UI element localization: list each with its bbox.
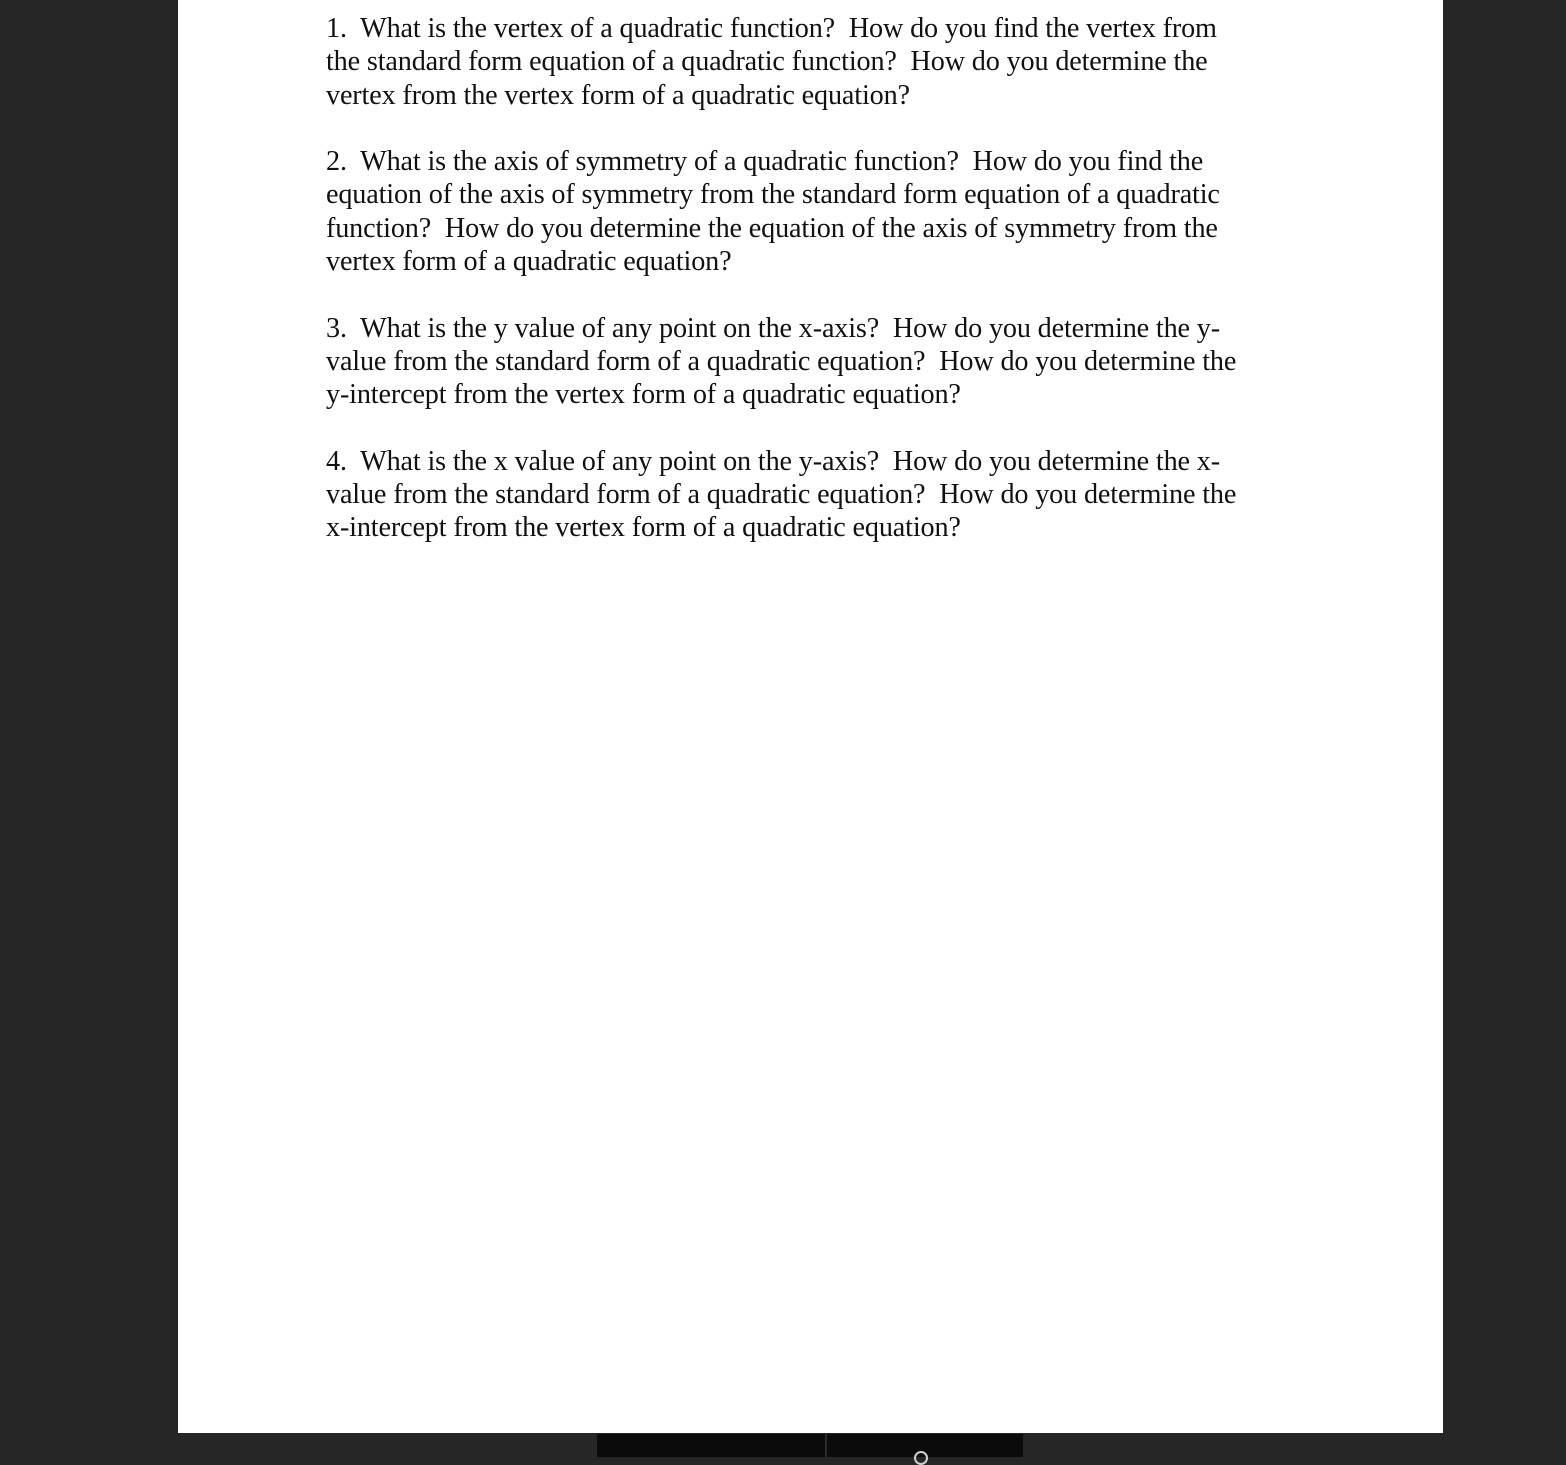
question-number: 2. bbox=[326, 146, 347, 178]
question-number: 1. bbox=[326, 13, 347, 44]
document-page bbox=[178, 0, 1443, 1433]
question-number: 4. bbox=[326, 445, 347, 477]
question-line: vertex from the vertex form of a quadratic equation? bbox=[326, 79, 910, 111]
question-3 bbox=[326, 312, 1286, 412]
toolbar-divider bbox=[825, 1434, 827, 1457]
question-line: equation of the axis of symmetry from the standard form equation of a quadratic bbox=[326, 179, 1220, 211]
question-line: value from the standard form of a quadratic equation? How do you determine the bbox=[326, 345, 1237, 377]
question-2 bbox=[326, 145, 1286, 278]
question-line: the standard form equation of a quadratic function? How do you determine the bbox=[326, 46, 1208, 78]
question-line: What is the x value of any point on the y-axis? How do you determine the x- bbox=[360, 445, 1220, 477]
document-content bbox=[326, 12, 1286, 578]
question-1 bbox=[326, 12, 1286, 112]
question-line: function? How do you determine the equation of the axis of symmetry from the bbox=[326, 212, 1218, 244]
circle-icon[interactable] bbox=[914, 1451, 928, 1465]
question-line: What is the vertex of a quadratic function? How do you find the vertex from bbox=[360, 13, 1217, 44]
question-line: What is the y value of any point on the x-axis? How do you determine the y- bbox=[360, 312, 1220, 344]
question-line: vertex form of a quadratic equation? bbox=[326, 246, 732, 278]
question-4 bbox=[326, 445, 1286, 545]
question-number: 3. bbox=[326, 312, 347, 344]
question-line: x-intercept from the vertex form of a quadratic equation? bbox=[326, 512, 961, 544]
question-line: y-intercept from the vertex form of a quadratic equation? bbox=[326, 379, 961, 411]
bottom-toolbar[interactable] bbox=[597, 1434, 1023, 1457]
question-line: value from the standard form of a quadratic equation? How do you determine the bbox=[326, 479, 1237, 511]
question-line: What is the axis of symmetry of a quadratic function? How do you find the bbox=[360, 146, 1204, 178]
